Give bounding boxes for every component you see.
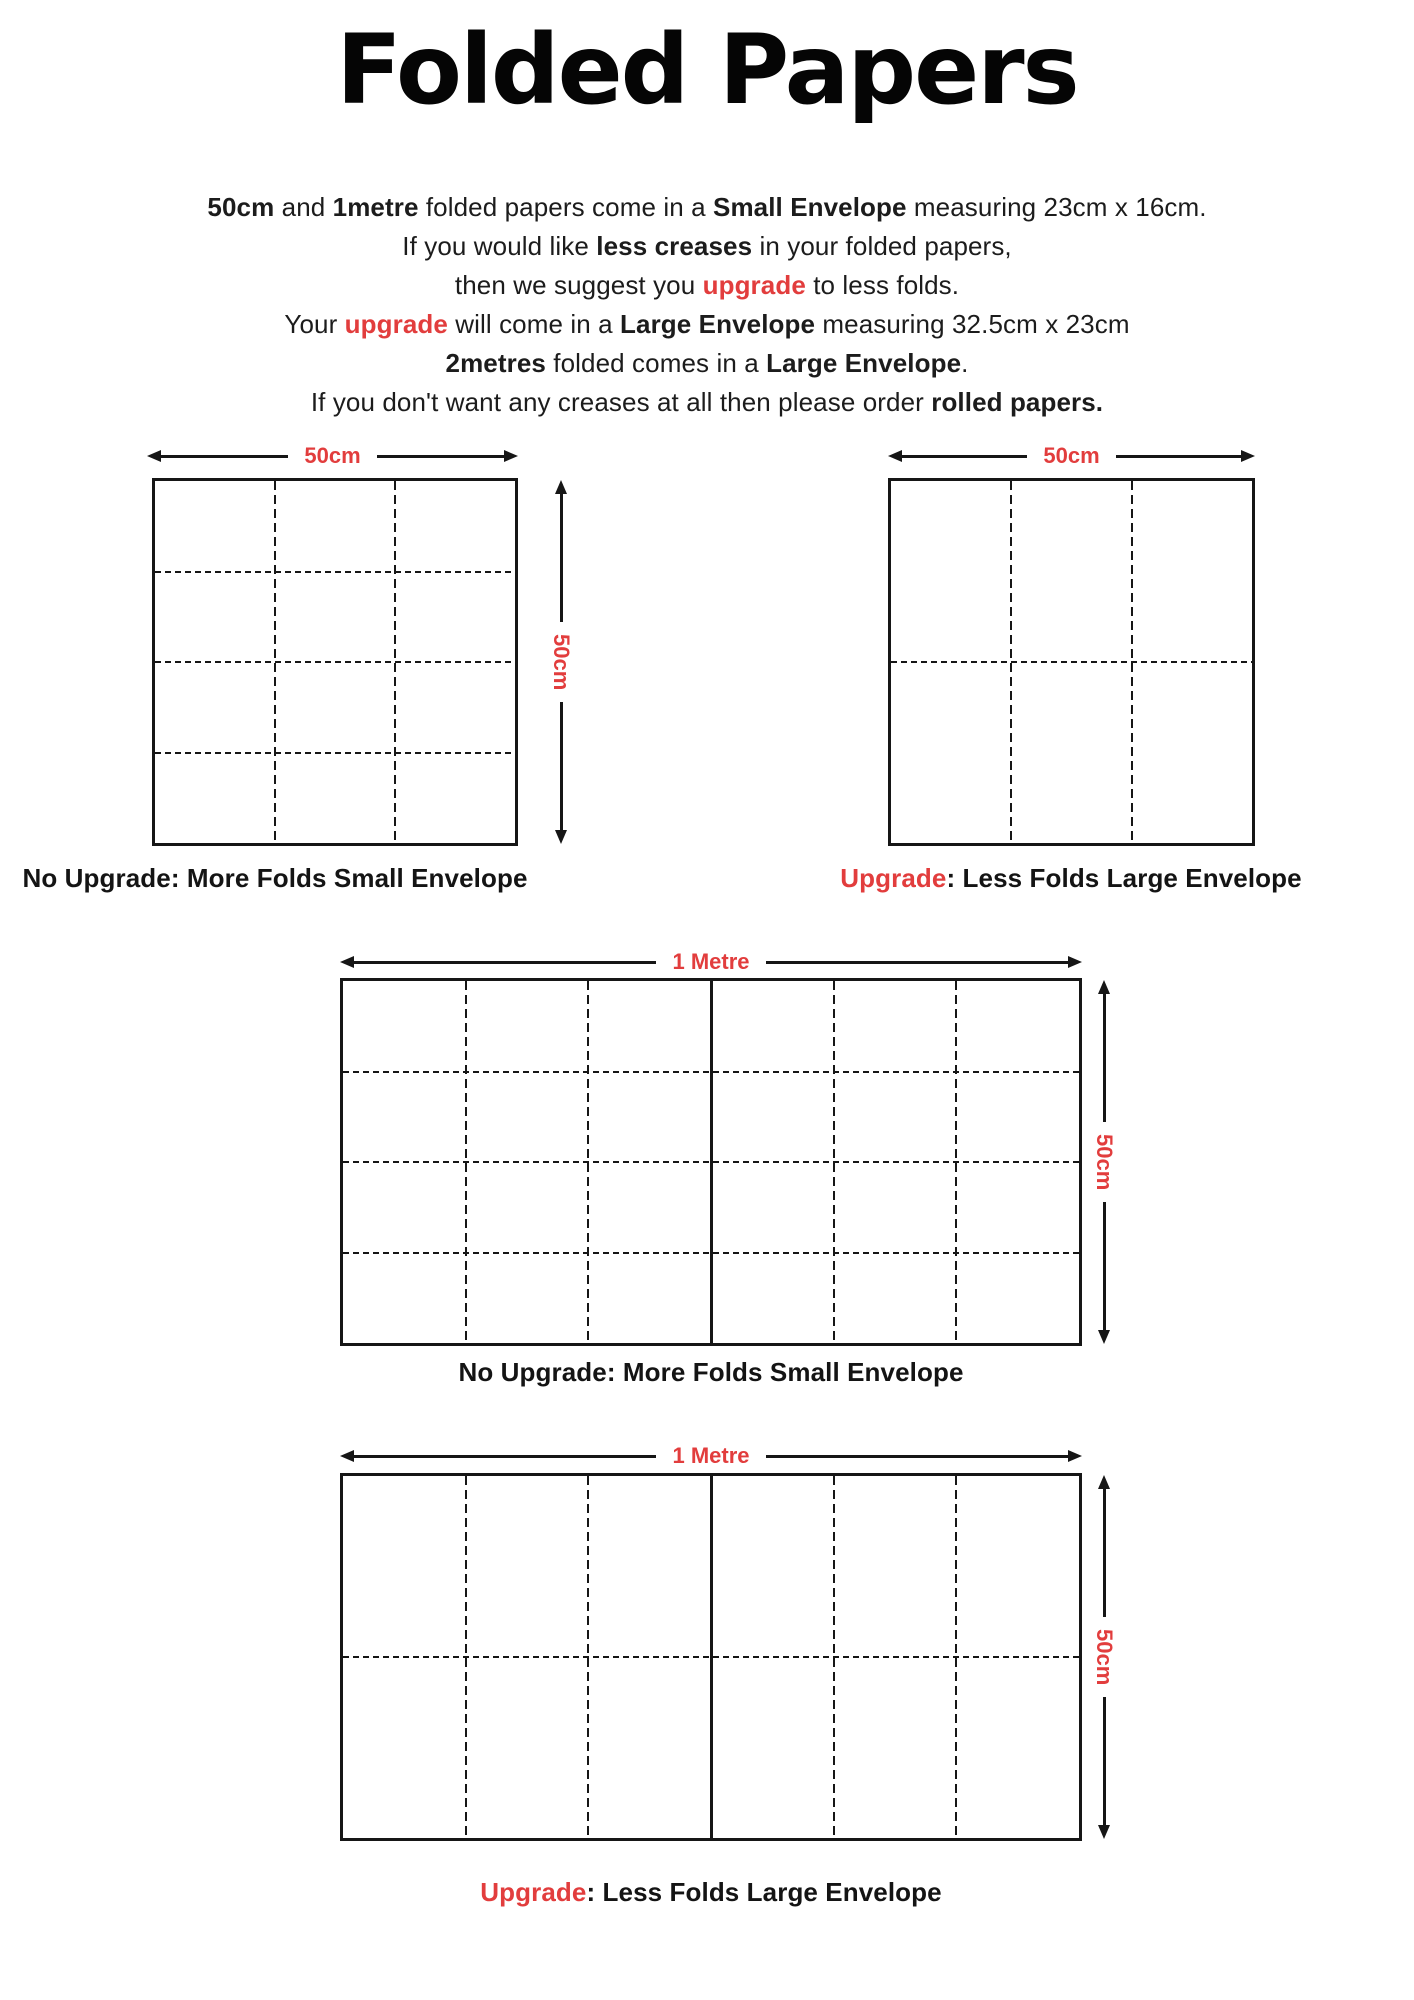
text-segment: 50cm: [207, 192, 275, 222]
width-dimension-label: 1 Metre: [672, 1443, 750, 1468]
intro-line: [0, 227, 1414, 266]
fold-line-horizontal: [155, 752, 515, 754]
width-arrow-50cm-more-folds: [147, 443, 518, 468]
text-segment: Your: [284, 309, 345, 339]
width-arrow-50cm-less-folds: [888, 443, 1255, 468]
height-dimension-label: 50cm: [1092, 1628, 1117, 1686]
arrowhead-right-icon: [1068, 1450, 1082, 1462]
fold-line-horizontal: [343, 1656, 1079, 1658]
text-segment: measuring 32.5cm x 23cm: [815, 309, 1130, 339]
arrowhead-right-icon: [1068, 956, 1082, 968]
arrow-line: [377, 455, 504, 458]
fold-line-horizontal: [891, 661, 1252, 663]
text-segment: Large Envelope: [766, 348, 962, 378]
arrowhead-down-icon: [1098, 1825, 1110, 1839]
arrowhead-right-icon: [504, 450, 518, 462]
intro-line: [0, 305, 1414, 344]
text-segment: Large Envelope: [620, 309, 816, 339]
text-segment: rolled papers.: [931, 387, 1104, 417]
arrowhead-down-icon: [555, 830, 567, 844]
text-segment: Small Envelope: [713, 192, 907, 222]
text-segment: .: [961, 348, 969, 378]
height-arrow-1metre-less-folds: [1092, 1475, 1116, 1839]
caption-50cm-less-folds: [840, 863, 1301, 894]
text-segment: measuring 23cm x 16cm.: [906, 192, 1207, 222]
arrow-line: [354, 1455, 656, 1458]
intro-line: [0, 344, 1414, 383]
arrow-line: [902, 455, 1027, 458]
text-segment: to less folds.: [805, 270, 960, 300]
arrow-line: [560, 494, 563, 622]
text-segment: then we suggest you: [454, 270, 703, 300]
arrowhead-left-icon: [340, 1450, 354, 1462]
height-arrow-1metre-more-folds: [1092, 980, 1116, 1344]
paper-sheet-1metre-less-folds: [340, 1473, 1082, 1841]
text-segment: less creases: [596, 231, 753, 261]
text-segment: No Upgrade: More Folds Small Envelope: [458, 1357, 964, 1387]
text-segment: folded papers come in a: [418, 192, 713, 222]
arrowhead-left-icon: [147, 450, 161, 462]
highlighted-text: Upgrade: [480, 1877, 587, 1907]
text-segment: If you would like: [402, 231, 597, 261]
arrowhead-down-icon: [1098, 1330, 1110, 1344]
text-segment: in your folded papers,: [752, 231, 1012, 261]
highlighted-text: upgrade: [344, 309, 448, 339]
arrowhead-right-icon: [1241, 450, 1255, 462]
height-dimension-label: 50cm: [1092, 1133, 1117, 1191]
width-dimension-label: 50cm: [1043, 443, 1100, 468]
arrowhead-up-icon: [1098, 980, 1110, 994]
text-segment: : Less Folds Large Envelope: [586, 1877, 942, 1907]
arrow-line: [766, 1455, 1068, 1458]
height-arrow-50cm-more-folds: [549, 480, 573, 844]
fold-line-horizontal: [343, 1161, 1079, 1163]
fold-line-horizontal: [155, 661, 515, 663]
text-segment: and: [274, 192, 333, 222]
arrow-line: [766, 961, 1068, 964]
fold-line-horizontal: [343, 1071, 1079, 1073]
text-segment: 1metre: [332, 192, 419, 222]
arrowhead-left-icon: [888, 450, 902, 462]
intro-paragraph: [0, 188, 1414, 422]
highlighted-text: upgrade: [702, 270, 806, 300]
caption-50cm-more-folds: [23, 863, 528, 894]
arrow-line: [1103, 994, 1106, 1122]
text-segment: 2metres: [445, 348, 546, 378]
text-segment: will come in a: [447, 309, 621, 339]
arrow-line: [1103, 1489, 1106, 1617]
highlighted-text: Upgrade: [840, 863, 947, 893]
arrowhead-up-icon: [1098, 1475, 1110, 1489]
text-segment: If you don't want any creases at all then please order: [310, 387, 932, 417]
width-arrow-1metre-more-folds: [340, 949, 1082, 974]
arrowhead-up-icon: [555, 480, 567, 494]
caption-1metre-more-folds: [459, 1357, 964, 1388]
width-dimension-label: 1 Metre: [672, 949, 750, 974]
height-dimension-label: 50cm: [549, 633, 574, 691]
text-segment: : Less Folds Large Envelope: [946, 863, 1302, 893]
arrow-line: [560, 702, 563, 830]
width-arrow-1metre-less-folds: [340, 1443, 1082, 1468]
arrow-line: [161, 455, 288, 458]
arrow-line: [354, 961, 656, 964]
caption-1metre-less-folds: [480, 1877, 941, 1908]
arrow-line: [1103, 1697, 1106, 1825]
text-segment: No Upgrade: More Folds Small Envelope: [22, 863, 528, 893]
intro-line: [0, 266, 1414, 305]
fold-line-horizontal: [343, 1252, 1079, 1254]
text-segment: folded comes in a: [545, 348, 767, 378]
intro-line: [0, 188, 1414, 227]
arrow-line: [1103, 1202, 1106, 1330]
width-dimension-label: 50cm: [304, 443, 361, 468]
page-title: Folded Papers: [336, 14, 1078, 126]
intro-line: [0, 383, 1414, 422]
fold-line-horizontal: [155, 571, 515, 573]
arrowhead-left-icon: [340, 956, 354, 968]
paper-sheet-1metre-more-folds: [340, 978, 1082, 1346]
paper-sheet-50cm-less-folds: [888, 478, 1255, 846]
arrow-line: [1116, 455, 1241, 458]
paper-sheet-50cm-more-folds: [152, 478, 518, 846]
